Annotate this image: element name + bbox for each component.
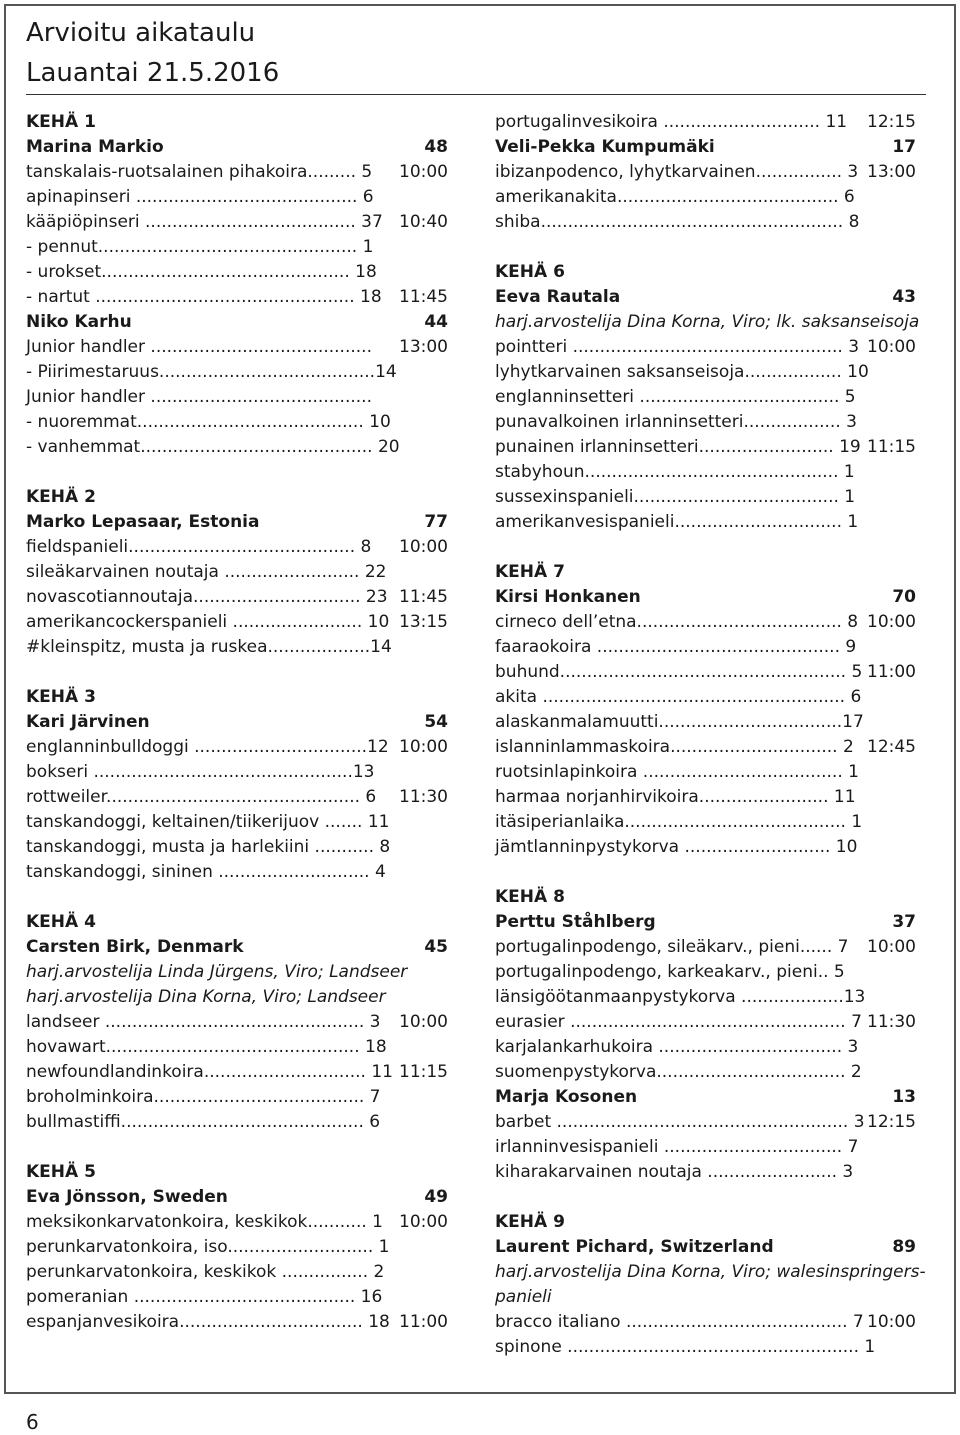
breed-row [495, 360, 916, 385]
start-time: 13:15 [399, 612, 448, 632]
breed-row [495, 635, 916, 660]
breed-entry: itäsiperianlaika......................................... 1 [495, 812, 863, 832]
trainee-judge-note: harj.arvostelija Linda Jürgens, Viro; Landseer [26, 962, 408, 982]
breed-entry: akita ........................................................ 6 [495, 687, 862, 707]
start-time: 12:15 [867, 1112, 916, 1132]
breed-row [495, 1035, 916, 1060]
breed-entry: länsigöötanmaanpystykorva ...................13 [495, 987, 866, 1007]
breed-entry: bullmastiffi............................................. 6 [26, 1112, 381, 1132]
start-time: 12:15 [867, 112, 916, 132]
breed-entry: suomenpystykorva................................... 2 [495, 1062, 862, 1082]
entry-count: 48 [424, 137, 448, 157]
breed-row [26, 1260, 448, 1285]
breed-row [26, 1285, 448, 1310]
breed-row [495, 735, 916, 760]
start-time: 11:30 [399, 787, 448, 807]
title-divider [26, 94, 926, 95]
breed-entry: rottweiler............................................... 6 [26, 787, 377, 807]
start-time: 10:00 [399, 162, 448, 182]
breed-entry: bokseri ................................................13 [26, 762, 375, 782]
entry-count: 54 [424, 712, 448, 732]
judge-name: Perttu Ståhlberg [495, 912, 656, 932]
breed-row [495, 810, 916, 835]
breed-entry: pointteri .................................................. 3 [495, 337, 860, 357]
breed-row [26, 860, 448, 885]
ring-heading: KEHÄ 1 [26, 112, 96, 132]
judge-row [495, 1235, 916, 1260]
start-time: 11:00 [867, 662, 916, 682]
breed-entry: - nartut ................................................ 18 [26, 287, 382, 307]
breed-entry: amerikanvesispanieli............................... 1 [495, 512, 859, 532]
breed-entry: jämtlanninpystykorva ........................... 10 [495, 837, 858, 857]
judge-name: Marko Lepasaar, Estonia [26, 512, 260, 532]
breed-entry: - urokset.............................................. 18 [26, 262, 377, 282]
breed-entry: hovawart............................................... 18 [26, 1037, 387, 1057]
breed-entry: irlanninvesispanieli ................................. 7 [495, 1137, 859, 1157]
start-time: 12:45 [867, 737, 916, 757]
start-time: 10:00 [399, 1212, 448, 1232]
schedule-column-right [495, 110, 926, 1360]
breed-row [495, 1060, 916, 1085]
breed-row [495, 335, 916, 360]
start-time: 11:45 [399, 587, 448, 607]
breed-row [26, 760, 448, 785]
entry-count: 77 [424, 512, 448, 532]
judge-row [26, 135, 448, 160]
breed-entry: espanjanvesikoira.................................. 18 [26, 1312, 390, 1332]
breed-row [26, 1310, 448, 1335]
breed-entry: broholminkoira....................................... 7 [26, 1087, 381, 1107]
breed-entry: landseer ................................................ 3 [26, 1012, 381, 1032]
entry-count: 89 [892, 1237, 916, 1257]
breed-entry: portugalinpodengo, sileäkarv., pieni...... 7 [495, 937, 849, 957]
breed-entry: portugalinvesikoira ............................. 11 [495, 112, 848, 132]
breed-row [495, 160, 916, 185]
breed-entry: ruotsinlapinkoira ..................................... 1 [495, 762, 859, 782]
ring-heading: KEHÄ 8 [495, 887, 565, 907]
breed-entry: stabyhoun............................................... 1 [495, 462, 855, 482]
breed-row [26, 810, 448, 835]
ring-heading: KEHÄ 3 [26, 687, 96, 707]
breed-row [495, 1335, 916, 1360]
judge-name: Marja Kosonen [495, 1087, 638, 1107]
start-time: 10:00 [399, 737, 448, 757]
breed-row [495, 985, 916, 1010]
breed-entry: bracco italiano ......................................... 7 [495, 1312, 864, 1332]
breed-row [26, 1110, 448, 1135]
breed-row [26, 610, 448, 635]
breed-row [495, 410, 916, 435]
breed-entry: newfoundlandinkoira.............................. 11 [26, 1062, 393, 1082]
breed-entry: barbet ...................................................... 3 [495, 1112, 865, 1132]
breed-entry: lyhytkarvainen saksanseisoja.................. 10 [495, 362, 869, 382]
ring-heading: KEHÄ 5 [26, 1162, 96, 1182]
breed-row [26, 785, 448, 810]
judge-name: Kirsi Honkanen [495, 587, 641, 607]
breed-row [495, 485, 916, 510]
judge-row [495, 285, 916, 310]
breed-row [26, 1210, 448, 1235]
breed-entry: buhund..................................................... 5 [495, 662, 863, 682]
breed-row [26, 260, 448, 285]
breed-entry: faaraokoira ............................................. 9 [495, 637, 857, 657]
page-title: Arvioitu aikataulu [26, 18, 256, 48]
entry-count: 13 [892, 1087, 916, 1107]
breed-row [26, 235, 448, 260]
breed-row [26, 560, 448, 585]
judge-row [26, 935, 448, 960]
breed-entry: punainen irlanninsetteri......................... 19 [495, 437, 861, 457]
breed-row [495, 760, 916, 785]
breed-row [26, 735, 448, 760]
judge-row [26, 1185, 448, 1210]
breed-entry: pomeranian ......................................... 16 [26, 1287, 383, 1307]
breed-row [495, 510, 916, 535]
breed-row [495, 960, 916, 985]
judge-name: Eeva Rautala [495, 287, 621, 307]
breed-entry: - Piirimestaruus........................................14 [26, 362, 397, 382]
breed-entry: apinapinseri ......................................... 6 [26, 187, 374, 207]
entry-count: 43 [892, 287, 916, 307]
breed-row [495, 685, 916, 710]
start-time: 11:15 [399, 1062, 448, 1082]
breed-entry: fieldspanieli.......................................... 8 [26, 537, 372, 557]
ring-heading: KEHÄ 7 [495, 562, 565, 582]
start-time: 11:30 [867, 1012, 916, 1032]
breed-row [26, 360, 448, 385]
breed-row [495, 385, 916, 410]
breed-row [26, 1235, 448, 1260]
breed-entry: - vanhemmat........................................... 20 [26, 437, 400, 457]
spacer [495, 860, 916, 885]
entry-count: 44 [424, 312, 448, 332]
spacer [26, 660, 448, 685]
judge-name: Eva Jönsson, Sweden [26, 1187, 228, 1207]
breed-entry: englanninsetteri ..................................... 5 [495, 387, 856, 407]
trainee-judge-note: harj.arvostelija Dina Korna, Viro; walesinspringers- [495, 1262, 926, 1282]
breed-row [26, 410, 448, 435]
breed-row [26, 835, 448, 860]
start-time: 13:00 [867, 162, 916, 182]
start-time: 10:00 [399, 537, 448, 557]
ring-heading: KEHÄ 6 [495, 262, 565, 282]
breed-entry: sussexinspanieli...................................... 1 [495, 487, 856, 507]
breed-entry: harmaa norjanhirvikoira........................ 11 [495, 787, 856, 807]
spacer [26, 460, 448, 485]
breed-row [26, 585, 448, 610]
ring-heading: KEHÄ 2 [26, 487, 96, 507]
breed-entry: alaskanmalamuutti..................................17 [495, 712, 864, 732]
breed-entry: punavalkoinen irlanninsetteri.................. 3 [495, 412, 857, 432]
breed-row [495, 935, 916, 960]
breed-entry: perunkarvatonkoira, keskikok ................ 2 [26, 1262, 385, 1282]
breed-entry: tanskandoggi, musta ja harlekiini ........... 8 [26, 837, 391, 857]
breed-row [26, 160, 448, 185]
breed-entry: tanskandoggi, sininen ............................ 4 [26, 862, 386, 882]
trainee-judge-note: harj.arvostelija Dina Korna, Viro; Landseer [26, 987, 386, 1007]
trainee-judge-note: harj.arvostelija Dina Korna, Viro; lk. saksanseisoja [495, 312, 920, 332]
breed-row [495, 210, 916, 235]
breed-entry: amerikanakita......................................... 6 [495, 187, 855, 207]
breed-entry: sileäkarvainen noutaja ......................... 22 [26, 562, 387, 582]
breed-entry: perunkarvatonkoira, iso........................... 1 [26, 1237, 390, 1257]
spacer [495, 1185, 916, 1210]
start-time: 11:45 [399, 287, 448, 307]
start-time: 10:40 [399, 212, 448, 232]
breed-entry: novascotiannoutaja............................... 23 [26, 587, 388, 607]
breed-entry: kiharakarvainen noutaja ........................ 3 [495, 1162, 854, 1182]
breed-row [26, 185, 448, 210]
judge-row [495, 135, 916, 160]
breed-row [495, 710, 916, 735]
breed-entry: ibizanpodenco, lyhytkarvainen................ 3 [495, 162, 859, 182]
breed-entry: - nuoremmat.......................................... 10 [26, 412, 391, 432]
breed-entry: islanninlammaskoira............................... 2 [495, 737, 854, 757]
schedule-column-left [26, 110, 448, 1335]
entry-count: 70 [892, 587, 916, 607]
judge-name: Niko Karhu [26, 312, 132, 332]
breed-entry: - pennut................................................ 1 [26, 237, 374, 257]
judge-row [495, 1085, 916, 1110]
breed-row [26, 335, 448, 360]
breed-entry: eurasier ................................................... 7 [495, 1012, 862, 1032]
breed-row [495, 660, 916, 685]
breed-entry: meksikonkarvatonkoira, keskikok........... 1 [26, 1212, 383, 1232]
breed-row [26, 1085, 448, 1110]
start-time: 10:00 [867, 1312, 916, 1332]
ring-heading: KEHÄ 4 [26, 912, 96, 932]
breed-row [26, 635, 448, 660]
judge-row [495, 910, 916, 935]
breed-row [26, 1010, 448, 1035]
breed-entry: portugalinpodengo, karkeakarv., pieni.. 5 [495, 962, 845, 982]
breed-row [26, 535, 448, 560]
breed-entry: amerikancockerspanieli ........................ 10 [26, 612, 390, 632]
entry-count: 45 [424, 937, 448, 957]
trainee-judge-note: panieli [495, 1287, 552, 1307]
judge-row [495, 585, 916, 610]
judge-name: Carsten Birk, Denmark [26, 937, 244, 957]
breed-row [495, 835, 916, 860]
judge-name: Marina Markio [26, 137, 164, 157]
breed-row [495, 1160, 916, 1185]
judge-name: Laurent Pichard, Switzerland [495, 1237, 774, 1257]
breed-entry: spinone ...................................................... 1 [495, 1337, 876, 1357]
breed-entry: tanskandoggi, keltainen/tiikerijuov ....... 11 [26, 812, 390, 832]
spacer [495, 535, 916, 560]
breed-entry: shiba........................................................ 8 [495, 212, 860, 232]
judge-name: Kari Järvinen [26, 712, 150, 732]
page-subtitle: Lauantai 21.5.2016 [26, 58, 280, 88]
judge-row [26, 710, 448, 735]
breed-row [495, 1110, 916, 1135]
breed-row [495, 185, 916, 210]
start-time: 10:00 [399, 1012, 448, 1032]
breed-row [495, 110, 916, 135]
spacer [26, 1135, 448, 1160]
start-time: 10:00 [867, 612, 916, 632]
judge-name: Veli-Pekka Kumpumäki [495, 137, 715, 157]
start-time: 10:00 [867, 337, 916, 357]
judge-row [26, 310, 448, 335]
ring-heading: KEHÄ 9 [495, 1212, 565, 1232]
breed-row [26, 385, 448, 410]
spacer [26, 885, 448, 910]
breed-entry: kääpiöpinseri ....................................... 37 [26, 212, 383, 232]
breed-row [26, 210, 448, 235]
start-time: 11:00 [399, 1312, 448, 1332]
breed-entry: Junior handler ......................................... [26, 387, 372, 407]
breed-row [495, 460, 916, 485]
breed-entry: tanskalais-ruotsalainen pihakoira......... 5 [26, 162, 373, 182]
start-time: 10:00 [867, 937, 916, 957]
breed-entry: englanninbulldoggi ................................12 [26, 737, 389, 757]
entry-count: 37 [892, 912, 916, 932]
page-number: 6 [26, 1410, 39, 1434]
breed-row [495, 1135, 916, 1160]
entry-count: 49 [424, 1187, 448, 1207]
breed-entry: cirneco dell’etna...................................... 8 [495, 612, 859, 632]
breed-row [495, 610, 916, 635]
entry-count: 17 [892, 137, 916, 157]
breed-row [495, 1010, 916, 1035]
breed-row [26, 285, 448, 310]
start-time: 13:00 [399, 337, 448, 357]
breed-row [495, 785, 916, 810]
breed-entry: #kleinspitz, musta ja ruskea...................14 [26, 637, 392, 657]
breed-row [26, 1060, 448, 1085]
breed-row [26, 435, 448, 460]
breed-row [495, 1310, 916, 1335]
spacer [495, 235, 916, 260]
breed-entry: Junior handler ......................................... [26, 337, 372, 357]
judge-row [26, 510, 448, 535]
breed-row [495, 435, 916, 460]
start-time: 11:15 [867, 437, 916, 457]
breed-entry: karjalankarhukoira .................................. 3 [495, 1037, 859, 1057]
breed-row [26, 1035, 448, 1060]
